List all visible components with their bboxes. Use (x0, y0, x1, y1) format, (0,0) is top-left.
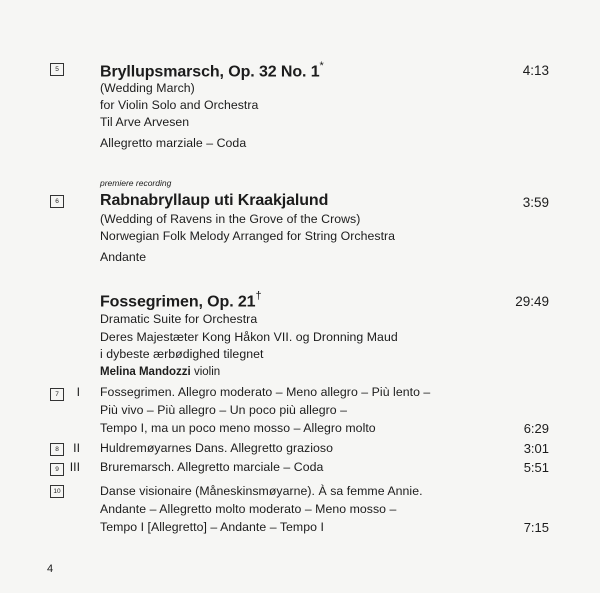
movement-line: Più vivo – Più allegro – Un poco più allegro – (100, 403, 348, 417)
work-title-text: Bryllupsmarsch, Op. 32 No. 1 (100, 63, 320, 81)
movement-line: Andante – Allegretto molto moderato – Meno mosso – (100, 502, 397, 516)
work-duration: 4:13 (522, 63, 549, 78)
movement-duration: 7:15 (523, 520, 549, 535)
performer-role: violin (193, 366, 221, 378)
title-footnote-mark: † (255, 290, 262, 302)
movement-line: Bruremarsch. Allegretto marciale – Coda (100, 460, 324, 474)
movement-line: Danse visionaire (Måneskinsmøyarne). À sa femme Annie. (100, 484, 423, 498)
track-number-box: 7 (50, 388, 64, 401)
work-dedication: Til Arve Arvesen (100, 115, 190, 129)
movement-line: Tempo I, ma un poco meno mosso – Allegro molto (100, 421, 376, 435)
work-duration: 3:59 (522, 195, 549, 210)
movement-duration: 3:01 (523, 441, 549, 456)
work-subtitle-line: Dramatic Suite for Orchestra (100, 312, 258, 326)
movement-line: Fossegrimen. Allegro moderato – Meno allegro – Più lento – (100, 385, 431, 399)
work-subtitle-line: Norwegian Folk Melody Arranged for String Orchestra (100, 229, 396, 243)
track-number-box: 8 (50, 443, 64, 456)
title-footnote-mark: * (319, 60, 324, 72)
work-subtitle-line: (Wedding of Ravens in the Grove of the Crows) (100, 212, 361, 226)
work-title: Rabnabryllaup uti Kraakjalund (100, 192, 329, 209)
work-subtitle-line: (Wedding March) (100, 81, 195, 95)
work-tempo: Allegretto marziale – Coda (100, 136, 247, 150)
work-subtitle-line: for Violin Solo and Orchestra (100, 98, 259, 112)
movement-line: Huldremøyarnes Dans. Allegretto grazioso (100, 441, 334, 455)
work-tempo: Andante (100, 250, 147, 264)
premiere-note: premiere recording (100, 178, 172, 188)
movement-duration: 6:29 (523, 421, 549, 436)
work-title-text: Fossegrimen, Op. 21 (100, 293, 256, 311)
movement-numeral: I (76, 385, 80, 399)
page-number: 4 (47, 563, 54, 575)
work-duration: 29:49 (515, 294, 549, 309)
work-title (100, 61, 324, 81)
movement-line: Tempo I [Allegretto] – Andante – Tempo I (100, 520, 324, 534)
performer-credit (100, 366, 220, 378)
movement-numeral: II (73, 441, 80, 455)
track-number-box: 5 (50, 63, 64, 76)
track-number-box: 6 (50, 195, 64, 208)
performer-name: Melina Mandozzi (100, 366, 191, 378)
work-dedication: Deres Majestæter Kong Håkon VII. og Dronning Maud (100, 330, 398, 344)
work-dedication: i dybeste ærbødighed tilegnet (100, 347, 264, 361)
track-number-box: 9 (50, 463, 64, 476)
movement-duration: 5:51 (523, 460, 549, 475)
track-number-box: 10 (50, 485, 64, 498)
movement-numeral: III (69, 460, 80, 474)
work-title (100, 291, 262, 311)
